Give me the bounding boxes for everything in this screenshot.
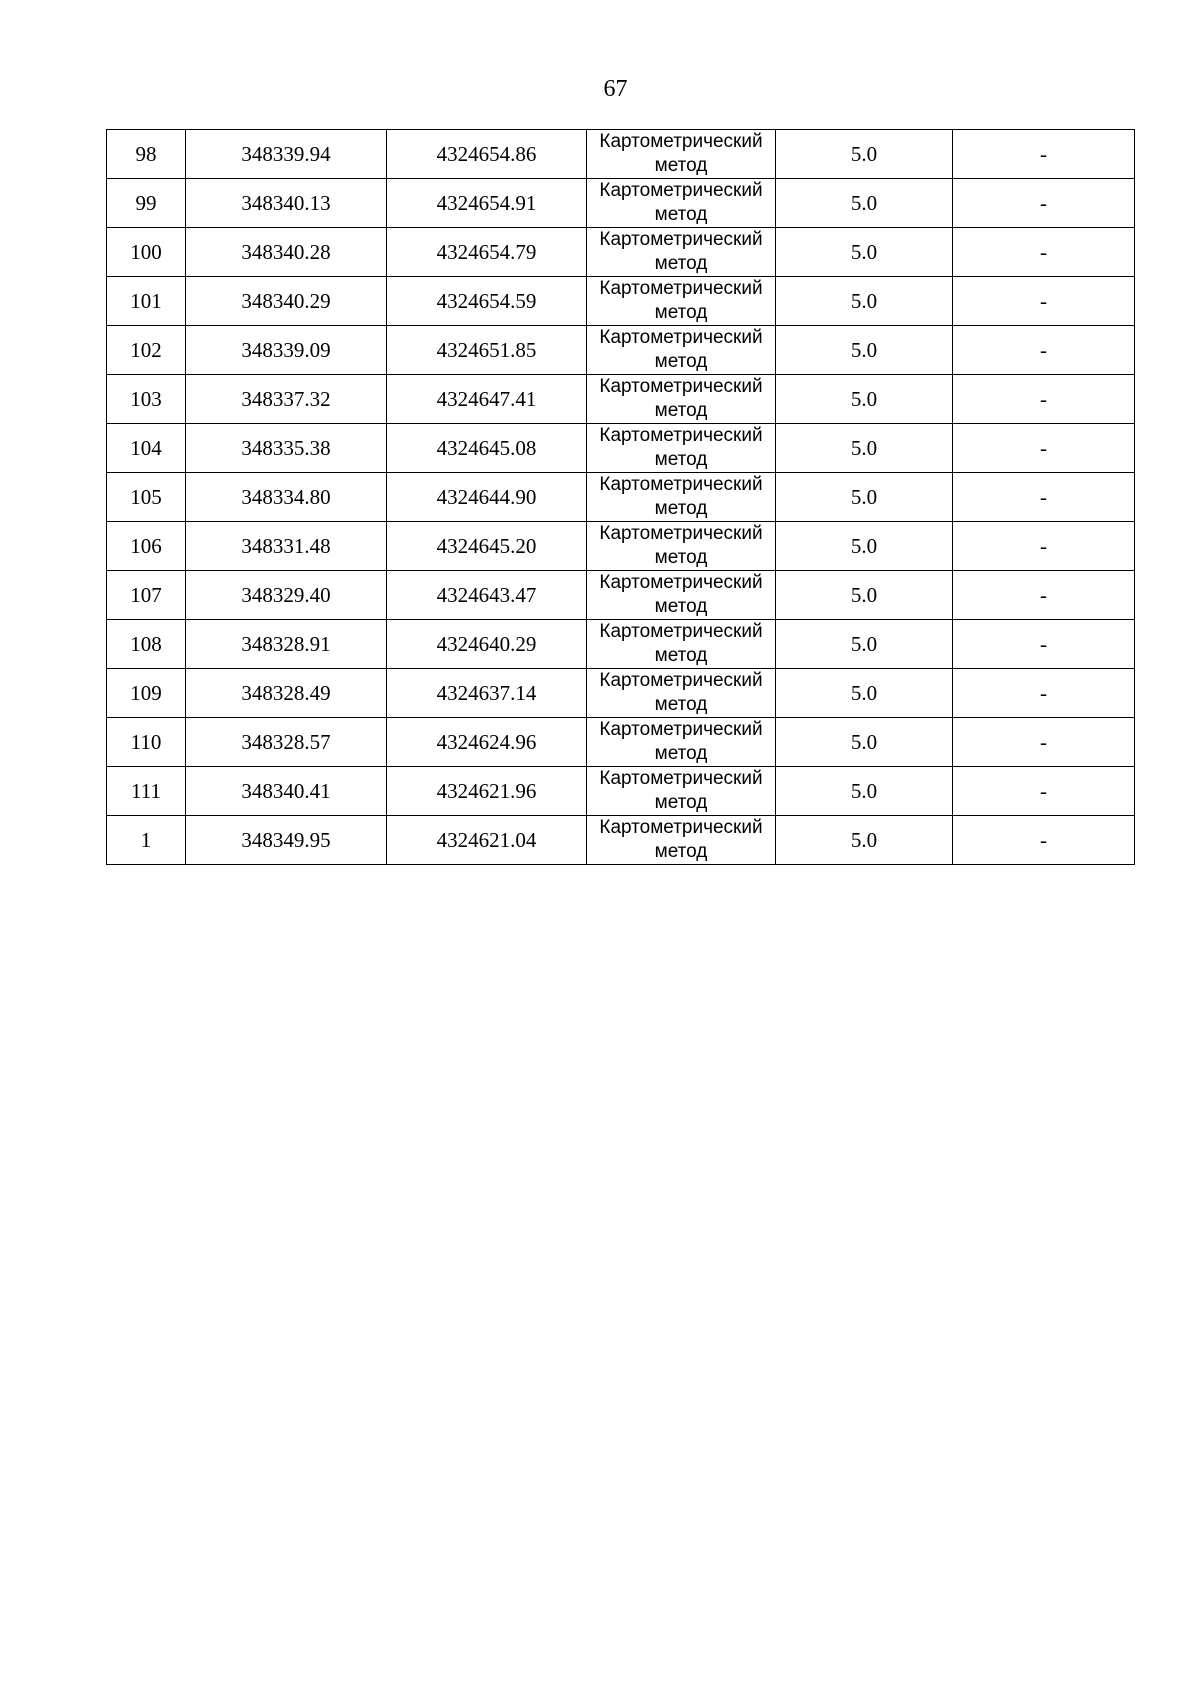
method-line2: метод bbox=[654, 400, 708, 421]
note-cell: - bbox=[953, 620, 1135, 669]
method-line2: метод bbox=[654, 498, 708, 519]
table-row bbox=[107, 522, 1135, 571]
accuracy-cell: 5.0 bbox=[776, 767, 953, 816]
x-coordinate-cell: 348328.91 bbox=[186, 620, 387, 669]
method-line1: Картометрический bbox=[599, 278, 763, 299]
x-coordinate-cell: 348328.49 bbox=[186, 669, 387, 718]
table-row bbox=[107, 424, 1135, 473]
x-coordinate-cell: 348334.80 bbox=[186, 473, 387, 522]
y-coordinate-cell: 4324645.08 bbox=[387, 424, 587, 473]
method-line1: Картометрический bbox=[599, 229, 763, 250]
x-coordinate-cell: 348349.95 bbox=[186, 816, 387, 865]
coordinates-table-body bbox=[107, 130, 1135, 865]
y-coordinate-cell: 4324654.91 bbox=[387, 179, 587, 228]
method-line1: Картометрический bbox=[599, 376, 763, 397]
method-line2: метод bbox=[654, 694, 708, 715]
y-coordinate-cell: 4324621.04 bbox=[387, 816, 587, 865]
method-line1: Картометрический bbox=[599, 572, 763, 593]
point-cell: 98 bbox=[107, 130, 186, 179]
point-cell: 108 bbox=[107, 620, 186, 669]
method-line1: Картометрический bbox=[599, 523, 763, 544]
accuracy-cell: 5.0 bbox=[776, 326, 953, 375]
accuracy-cell: 5.0 bbox=[776, 718, 953, 767]
point-cell: 103 bbox=[107, 375, 186, 424]
note-cell: - bbox=[953, 816, 1135, 865]
table-row bbox=[107, 228, 1135, 277]
note-cell: - bbox=[953, 277, 1135, 326]
point-cell: 99 bbox=[107, 179, 186, 228]
accuracy-cell: 5.0 bbox=[776, 816, 953, 865]
x-coordinate-cell: 348340.13 bbox=[186, 179, 387, 228]
y-coordinate-cell: 4324654.86 bbox=[387, 130, 587, 179]
method-line1: Картометрический bbox=[599, 670, 763, 691]
note-cell: - bbox=[953, 718, 1135, 767]
point-cell: 102 bbox=[107, 326, 186, 375]
table-row bbox=[107, 375, 1135, 424]
note-cell: - bbox=[953, 767, 1135, 816]
point-cell: 1 bbox=[107, 816, 186, 865]
y-coordinate-cell: 4324621.96 bbox=[387, 767, 587, 816]
x-coordinate-cell: 348328.57 bbox=[186, 718, 387, 767]
method-cell bbox=[587, 473, 776, 522]
method-line2: метод bbox=[654, 449, 708, 470]
note-cell: - bbox=[953, 375, 1135, 424]
method-cell bbox=[587, 522, 776, 571]
method-cell bbox=[587, 571, 776, 620]
method-line1: Картометрический bbox=[599, 768, 763, 789]
table-row bbox=[107, 620, 1135, 669]
method-line1: Картометрический bbox=[599, 327, 763, 348]
method-line2: метод bbox=[654, 743, 708, 764]
method-line2: метод bbox=[654, 204, 708, 225]
method-cell bbox=[587, 277, 776, 326]
method-line1: Картометрический bbox=[599, 621, 763, 642]
table-row bbox=[107, 571, 1135, 620]
accuracy-cell: 5.0 bbox=[776, 571, 953, 620]
y-coordinate-cell: 4324654.79 bbox=[387, 228, 587, 277]
method-cell bbox=[587, 424, 776, 473]
table-row bbox=[107, 473, 1135, 522]
note-cell: - bbox=[953, 522, 1135, 571]
note-cell: - bbox=[953, 130, 1135, 179]
coordinates-table bbox=[106, 129, 1135, 865]
method-cell bbox=[587, 130, 776, 179]
method-line2: метод bbox=[654, 547, 708, 568]
method-line1: Картометрический bbox=[599, 719, 763, 740]
y-coordinate-cell: 4324645.20 bbox=[387, 522, 587, 571]
accuracy-cell: 5.0 bbox=[776, 620, 953, 669]
method-cell bbox=[587, 228, 776, 277]
method-cell bbox=[587, 767, 776, 816]
method-line1: Картометрический bbox=[599, 817, 763, 838]
y-coordinate-cell: 4324647.41 bbox=[387, 375, 587, 424]
method-cell bbox=[587, 375, 776, 424]
method-line2: метод bbox=[654, 596, 708, 617]
accuracy-cell: 5.0 bbox=[776, 228, 953, 277]
accuracy-cell: 5.0 bbox=[776, 473, 953, 522]
method-cell bbox=[587, 669, 776, 718]
point-cell: 111 bbox=[107, 767, 186, 816]
page-number: 67 bbox=[603, 76, 628, 102]
accuracy-cell: 5.0 bbox=[776, 669, 953, 718]
method-cell bbox=[587, 718, 776, 767]
x-coordinate-cell: 348337.32 bbox=[186, 375, 387, 424]
table-row bbox=[107, 767, 1135, 816]
method-line1: Картометрический bbox=[599, 474, 763, 495]
x-coordinate-cell: 348340.41 bbox=[186, 767, 387, 816]
note-cell: - bbox=[953, 571, 1135, 620]
x-coordinate-cell: 348329.40 bbox=[186, 571, 387, 620]
method-line2: метод bbox=[654, 792, 708, 813]
method-line2: метод bbox=[654, 645, 708, 666]
x-coordinate-cell: 348340.29 bbox=[186, 277, 387, 326]
point-cell: 106 bbox=[107, 522, 186, 571]
table-row bbox=[107, 816, 1135, 865]
note-cell: - bbox=[953, 179, 1135, 228]
table-row bbox=[107, 669, 1135, 718]
method-line2: метод bbox=[654, 302, 708, 323]
y-coordinate-cell: 4324640.29 bbox=[387, 620, 587, 669]
method-line1: Картометрический bbox=[599, 425, 763, 446]
point-cell: 105 bbox=[107, 473, 186, 522]
y-coordinate-cell: 4324643.47 bbox=[387, 571, 587, 620]
accuracy-cell: 5.0 bbox=[776, 375, 953, 424]
x-coordinate-cell: 348340.28 bbox=[186, 228, 387, 277]
table-row bbox=[107, 277, 1135, 326]
method-line2: метод bbox=[654, 841, 708, 862]
table-row bbox=[107, 718, 1135, 767]
point-cell: 100 bbox=[107, 228, 186, 277]
note-cell: - bbox=[953, 228, 1135, 277]
method-cell bbox=[587, 326, 776, 375]
x-coordinate-cell: 348339.09 bbox=[186, 326, 387, 375]
accuracy-cell: 5.0 bbox=[776, 277, 953, 326]
method-line2: метод bbox=[654, 351, 708, 372]
y-coordinate-cell: 4324654.59 bbox=[387, 277, 587, 326]
note-cell: - bbox=[953, 326, 1135, 375]
point-cell: 101 bbox=[107, 277, 186, 326]
y-coordinate-cell: 4324624.96 bbox=[387, 718, 587, 767]
method-cell bbox=[587, 179, 776, 228]
point-cell: 109 bbox=[107, 669, 186, 718]
accuracy-cell: 5.0 bbox=[776, 424, 953, 473]
method-cell bbox=[587, 816, 776, 865]
x-coordinate-cell: 348339.94 bbox=[186, 130, 387, 179]
method-line1: Картометрический bbox=[599, 180, 763, 201]
method-cell bbox=[587, 620, 776, 669]
note-cell: - bbox=[953, 424, 1135, 473]
table-row bbox=[107, 326, 1135, 375]
note-cell: - bbox=[953, 669, 1135, 718]
table-row bbox=[107, 130, 1135, 179]
accuracy-cell: 5.0 bbox=[776, 522, 953, 571]
x-coordinate-cell: 348335.38 bbox=[186, 424, 387, 473]
point-cell: 110 bbox=[107, 718, 186, 767]
method-line1: Картометрический bbox=[599, 131, 763, 152]
note-cell: - bbox=[953, 473, 1135, 522]
x-coordinate-cell: 348331.48 bbox=[186, 522, 387, 571]
point-cell: 104 bbox=[107, 424, 186, 473]
method-line2: метод bbox=[654, 155, 708, 176]
table-row bbox=[107, 179, 1135, 228]
point-cell: 107 bbox=[107, 571, 186, 620]
y-coordinate-cell: 4324644.90 bbox=[387, 473, 587, 522]
y-coordinate-cell: 4324651.85 bbox=[387, 326, 587, 375]
accuracy-cell: 5.0 bbox=[776, 130, 953, 179]
accuracy-cell: 5.0 bbox=[776, 179, 953, 228]
y-coordinate-cell: 4324637.14 bbox=[387, 669, 587, 718]
method-line2: метод bbox=[654, 253, 708, 274]
